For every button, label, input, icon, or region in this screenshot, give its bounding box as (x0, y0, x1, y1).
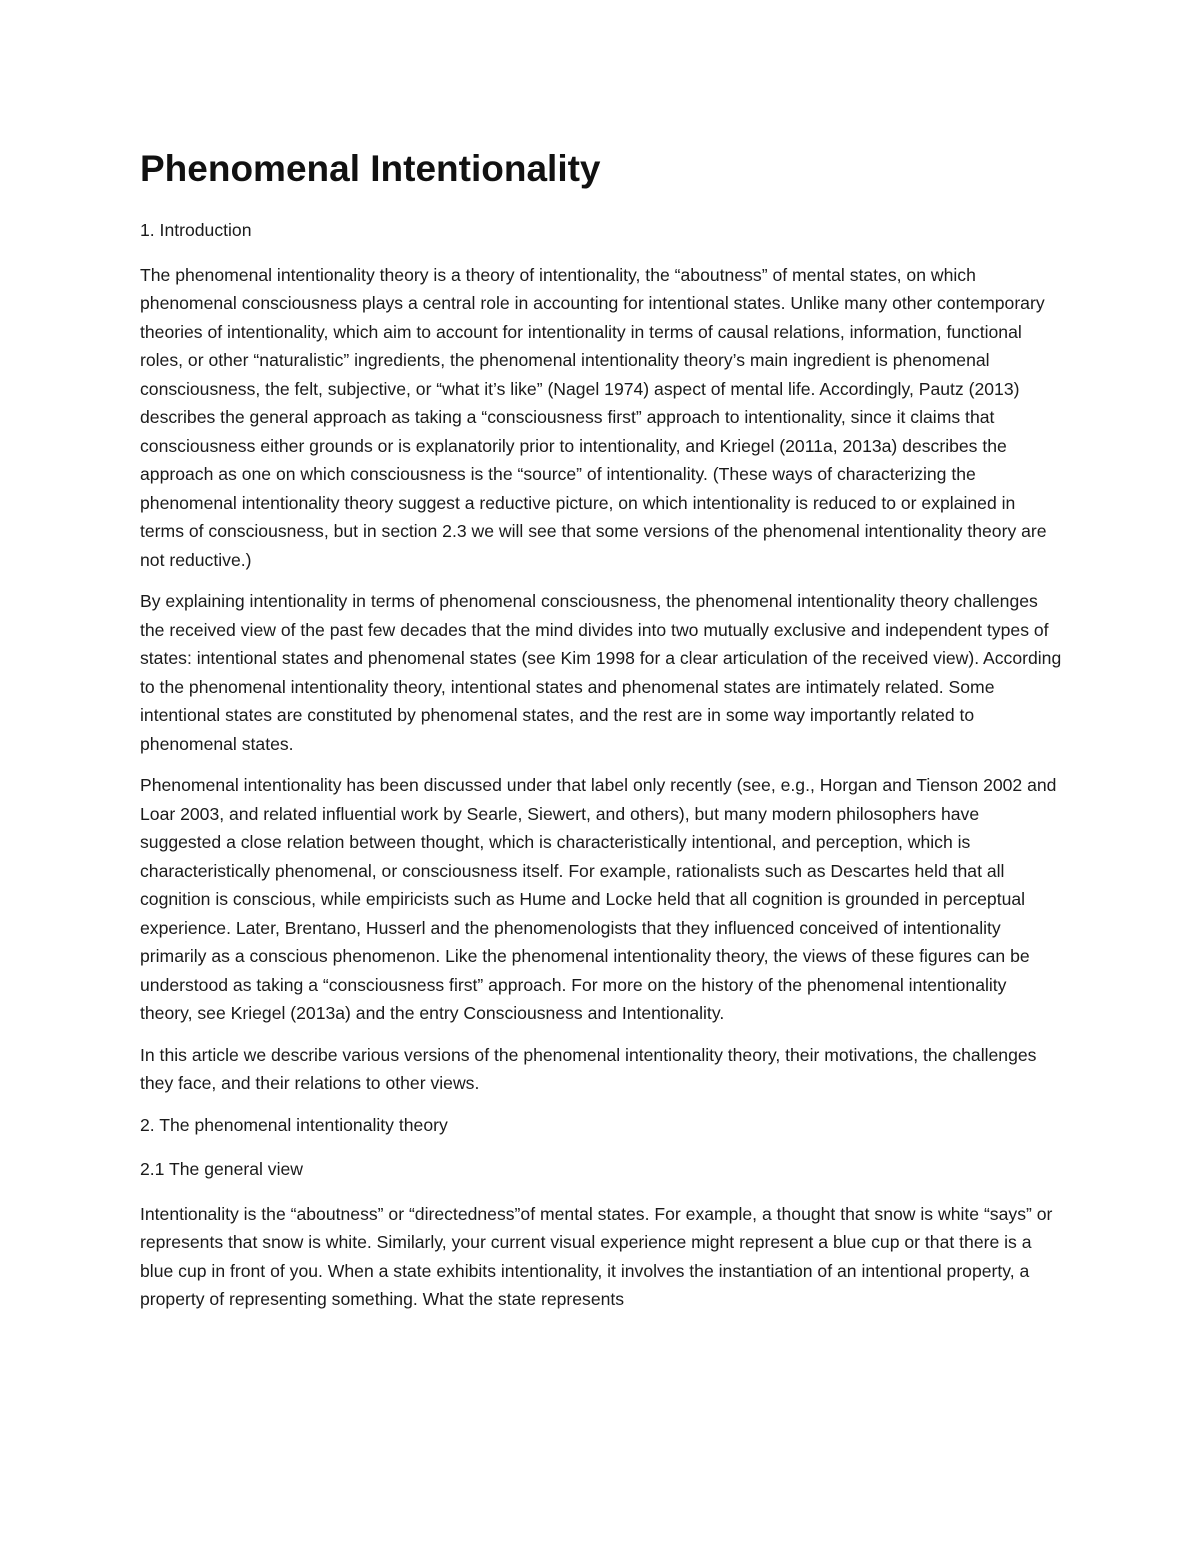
paragraph-intro-4: In this article we describe various versions of the phenomenal intentionality theory, their motivations, the challenges they face, and their relations to other views. (140, 1044, 1037, 1093)
document-title: Phenomenal Intentionality (140, 148, 601, 189)
paragraph-general-view: Intentionality is the “aboutness” or “directedness”of mental states. For example, a thought that snow is white “says” or represents that snow is white. Similarly, your current visual experience might represent a blue cup or that there is a blue cup in front of you. When a state exhibits intentionality, it involves the instantiation of an intentional property, a property of representing something. What the state represents (140, 1203, 1053, 1309)
section-heading-introduction: 1. Introduction (140, 220, 252, 240)
subsection-heading-general-view: 2.1 The general view (140, 1159, 304, 1179)
section-heading-theory: 2. The phenomenal intentionality theory (140, 1114, 448, 1135)
paragraph-intro-3: Phenomenal intentionality has been discussed under that label only recently (see, e.g., Horgan and Tienson 2002 and Loar 2003, and related influential work by Searle, Siewert, and others), but many modern philosophers have suggested a close relation between thought, which is characteristically intentional, and perception, which is characteristically phenomenal, or consciousness itself. For example, rationalists such as Descartes held that all cognition is conscious, while empiricists such as Hume and Locke held that all cognition is grounded in perceptual experience. Later, Brentano, Husserl and the phenomenologists that they influenced conceived of intentionality primarily as a conscious phenomenon. Like the phenomenal intentionality theory, the views of these figures can be understood as taking a “consciousness first” approach. For more on the history of the phenomenal intentionality theory, see Kriegel (2013a) and the entry Consciousness and Intentionality. (140, 775, 1057, 1023)
paragraph-intro-1: The phenomenal intentionality theory is a theory of intentionality, the “aboutness” of mental states, on which phenomenal consciousness plays a central role in accounting for intentional states. Unlike many other contemporary theories of intentionality, which aim to account for intentionality in terms of causal relations, information, functional roles, or other “naturalistic” ingredients, the phenomenal intentionality theory’s main ingredient is phenomenal consciousness, the felt, subjective, or “what it’s like” (Nagel 1974) aspect of mental life. Accordingly, Pautz (2013) describes the general approach as taking a “consciousness first” approach to intentionality, since it claims that consciousness either grounds or is explanatorily prior to intentionality, and Kriegel (2011a, 2013a) describes the approach as one on which consciousness is the “source” of intentionality. (These ways of characterizing the phenomenal intentionality theory suggest a reductive picture, on which intentionality is reduced to or explained in terms of consciousness, but in section 2.3 we will see that some versions of the phenomenal intentionality theory are not reductive.) (140, 264, 1047, 570)
document-page (140, 144, 1062, 1327)
paragraph-intro-2: By explaining intentionality in terms of phenomenal consciousness, the phenomenal intentionality theory challenges the received view of the past few decades that the mind divides into two mutually exclusive and independent types of states: intentional states and phenomenal states (see Kim 1998 for a clear articulation of the received view). According to the phenomenal intentionality theory, intentional states and phenomenal states are intimately related. Some intentional states are constituted by phenomenal states, and the rest are in some way importantly related to phenomenal states. (140, 591, 1062, 754)
